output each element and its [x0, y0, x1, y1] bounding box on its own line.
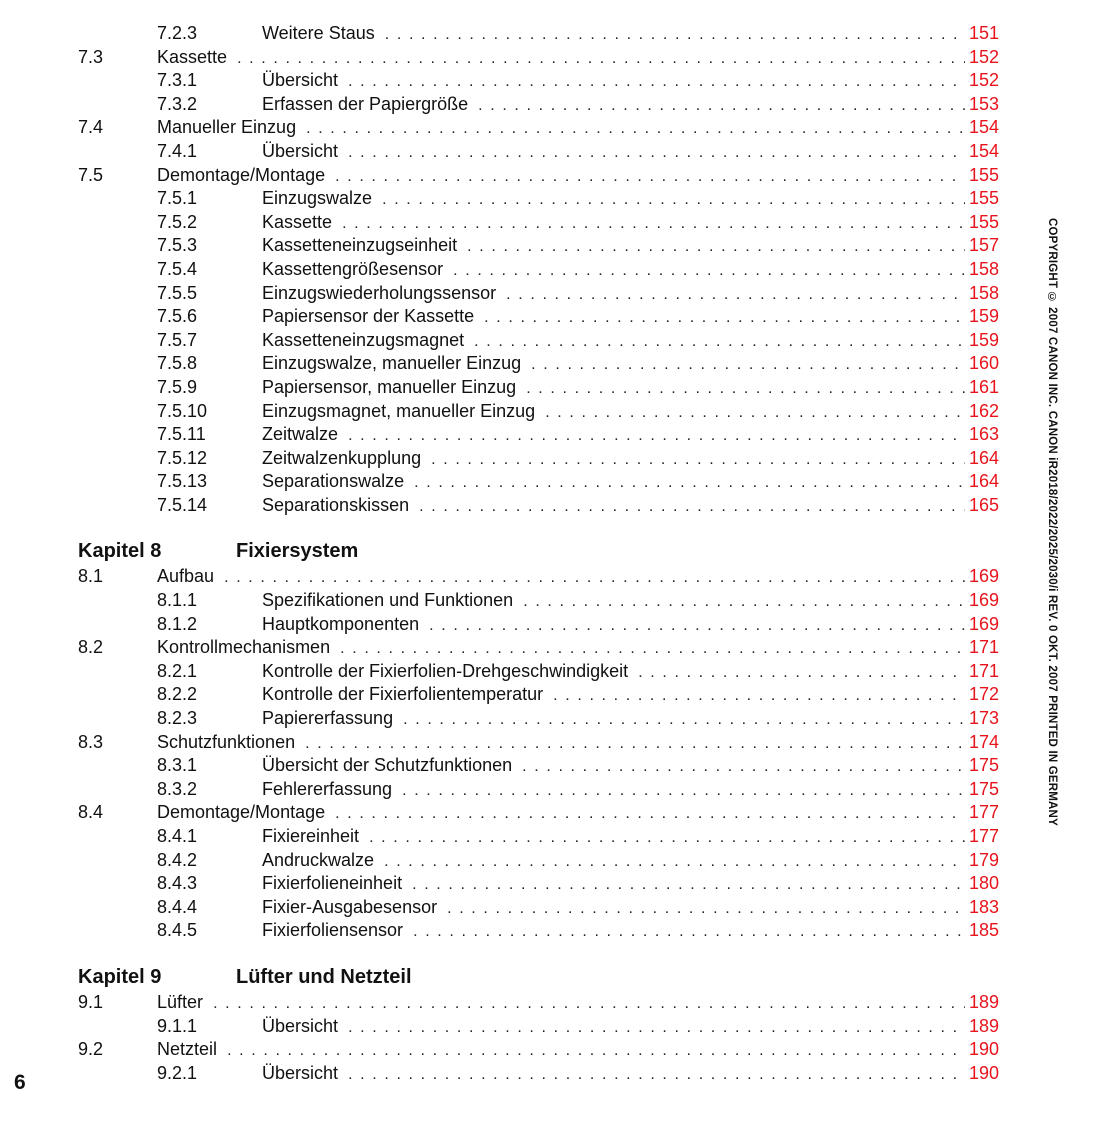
toc-entry[interactable] [0, 589, 1105, 613]
toc-entry[interactable] [0, 400, 1105, 424]
toc-entry-page-link[interactable]: 159 [965, 329, 999, 353]
toc-entry-title: Übersicht [262, 1063, 342, 1083]
toc-entry[interactable] [0, 305, 1105, 329]
toc-entry-page-link[interactable]: 169 [965, 613, 999, 637]
toc-entry-title: Übersicht [262, 70, 342, 90]
toc-entry-leader [262, 1015, 999, 1040]
toc-entry-page-link[interactable]: 155 [965, 187, 999, 211]
toc-entry-number: 8.4.2 [157, 849, 198, 870]
toc-entry-page-link[interactable]: 157 [965, 234, 999, 258]
toc-entry-title: Kassette [262, 212, 336, 232]
toc-entry-number: 8.1.2 [157, 613, 198, 634]
toc-entry-leader [262, 234, 999, 259]
toc-entry-title: Einzugswalze [262, 188, 376, 208]
toc-entry-title: Fixier-Ausgabesensor [262, 897, 441, 917]
toc-entry-leader [262, 258, 999, 283]
toc-entry-leader [262, 140, 999, 165]
toc-entry[interactable] [0, 329, 1105, 353]
toc-entry-leader [262, 919, 999, 944]
toc-entry-leader [262, 282, 999, 307]
toc-entry-number: 8.4 [78, 802, 104, 823]
toc-entry[interactable] [0, 46, 1105, 70]
toc-entry-page-link[interactable]: 171 [965, 660, 999, 684]
toc-entry-title: Andruckwalze [262, 850, 378, 870]
table-of-contents [0, 22, 1105, 1085]
toc-entry-page-link[interactable]: 179 [965, 849, 999, 873]
toc-entry-title: Kassette [157, 47, 231, 67]
toc-entry-leader [157, 1038, 999, 1063]
page-number: 6 [14, 1071, 26, 1094]
toc-entry-number: 8.3 [78, 731, 104, 752]
toc-entry-page-link[interactable]: 177 [965, 801, 999, 825]
toc-entry-leader [262, 660, 999, 685]
toc-entry-leader [262, 400, 999, 425]
toc-entry-number: 7.3.2 [157, 93, 198, 114]
toc-entry-title: Separationskissen [262, 495, 413, 515]
toc-entry[interactable] [0, 896, 1105, 920]
toc-entry[interactable] [0, 1015, 1105, 1039]
toc-entry[interactable] [0, 352, 1105, 376]
toc-entry[interactable] [0, 778, 1105, 802]
toc-entry-page-link[interactable]: 158 [965, 282, 999, 306]
toc-entry-leader [262, 1062, 999, 1087]
toc-entry[interactable] [0, 919, 1105, 943]
toc-entry[interactable] [0, 754, 1105, 778]
toc-entry-number: 7.5.1 [157, 188, 198, 209]
toc-entry-page-link[interactable]: 169 [965, 565, 999, 589]
toc-entry-leader [262, 211, 999, 236]
toc-entry[interactable] [0, 116, 1105, 140]
toc-entry-page-link[interactable]: 155 [965, 211, 999, 235]
toc-entry-leader [157, 801, 999, 826]
toc-entry-page-link[interactable]: 185 [965, 919, 999, 943]
toc-entry[interactable] [0, 636, 1105, 660]
toc-entry-leader [262, 423, 999, 448]
toc-entry-number: 7.5.11 [157, 424, 206, 445]
toc-entry-title: Einzugswalze, manueller Einzug [262, 353, 525, 373]
toc-entry[interactable] [0, 470, 1105, 494]
toc-entry-page-link[interactable]: 164 [965, 447, 999, 471]
toc-entry-title: Zeitwalze [262, 424, 342, 444]
toc-entry-number: 7.5.10 [157, 400, 208, 421]
toc-entry-number: 8.2 [78, 637, 104, 658]
toc-entry-number: 7.5.13 [157, 471, 208, 492]
toc-entry[interactable] [0, 849, 1105, 873]
toc-entry-title: Fixiereinheit [262, 826, 363, 846]
toc-entry[interactable] [0, 1038, 1105, 1062]
toc-entry-page-link[interactable]: 172 [965, 683, 999, 707]
toc-entry-number: 8.1.1 [157, 590, 198, 611]
toc-entry-number: 7.5.8 [157, 353, 198, 374]
toc-entry-leader [262, 613, 999, 638]
toc-entry[interactable] [0, 707, 1105, 731]
toc-entry-title: Papiersensor der Kassette [262, 306, 478, 326]
toc-entry[interactable] [0, 613, 1105, 637]
toc-entry[interactable] [0, 825, 1105, 849]
toc-entry-number: 7.5.2 [157, 211, 198, 232]
toc-entry-page-link[interactable]: 155 [965, 164, 999, 188]
toc-entry-title: Aufbau [157, 566, 218, 586]
toc-entry-number: 8.4.5 [157, 920, 198, 941]
toc-entry-title: Einzugsmagnet, manueller Einzug [262, 401, 539, 421]
toc-entry-title: Kassetteneinzugseinheit [262, 235, 461, 255]
toc-entry[interactable] [0, 660, 1105, 684]
toc-entry-page-link[interactable]: 160 [965, 352, 999, 376]
toc-entry-title: Demontage/Montage [157, 802, 329, 822]
toc-entry[interactable] [0, 258, 1105, 282]
toc-entry-title: Fixierfolieneinheit [262, 873, 406, 893]
toc-entry-number: 7.5.9 [157, 376, 198, 397]
toc-entry-number: 7.5.4 [157, 258, 198, 279]
toc-entry-number: 8.3.1 [157, 755, 198, 776]
toc-entry-leader [262, 825, 999, 850]
toc-entry[interactable] [0, 872, 1105, 896]
toc-entry[interactable] [0, 164, 1105, 188]
toc-entry-number: 7.4.1 [157, 140, 198, 161]
chapter-title: Lüfter und Netzteil [236, 965, 412, 988]
toc-entry-page-link[interactable]: 190 [965, 1038, 999, 1062]
toc-entry-leader [262, 589, 999, 614]
toc-entry-title: Kassettengrößesensor [262, 259, 447, 279]
toc-entry-page-link[interactable]: 163 [965, 423, 999, 447]
toc-entry-title: Zeitwalzenkupplung [262, 448, 425, 468]
toc-entry-number: 7.4 [78, 117, 104, 138]
toc-entry[interactable] [0, 565, 1105, 589]
toc-entry-page-link[interactable]: 152 [965, 46, 999, 70]
toc-entry-leader [157, 164, 999, 189]
toc-entry-number: 7.5 [78, 164, 104, 185]
toc-entry-page-link[interactable]: 162 [965, 400, 999, 424]
toc-entry-page-link[interactable]: 177 [965, 825, 999, 849]
toc-entry-page-link[interactable]: 165 [965, 494, 999, 518]
toc-entry-page-link[interactable]: 183 [965, 896, 999, 920]
toc-entry-leader [262, 754, 999, 779]
toc-entry[interactable] [0, 683, 1105, 707]
toc-entry-title: Kontrolle der Fixierfolien-Drehgeschwindigkeit [262, 661, 632, 681]
toc-entry-number: 7.3 [78, 46, 104, 67]
chapter-heading [0, 531, 1105, 565]
toc-entry-title: Schutzfunktionen [157, 732, 299, 752]
toc-entry-page-link[interactable]: 180 [965, 872, 999, 896]
toc-entry-number: 8.1 [78, 566, 104, 587]
toc-entry-leader [262, 376, 999, 401]
toc-entry-leader [157, 46, 999, 71]
toc-entry-leader [157, 565, 999, 590]
toc-entry-leader [157, 636, 999, 661]
toc-entry-title: Fehlererfassung [262, 779, 396, 799]
toc-entry-title: Übersicht [262, 1016, 342, 1036]
toc-entry-leader [262, 494, 999, 519]
toc-entry-title: Kassetteneinzugsmagnet [262, 330, 468, 350]
toc-entry-page-link[interactable]: 159 [965, 305, 999, 329]
chapter-label: Kapitel 8 [78, 540, 162, 563]
toc-entry-number: 7.5.14 [157, 494, 208, 515]
toc-entry-leader [262, 778, 999, 803]
toc-entry-number: 8.2.2 [157, 684, 198, 705]
chapter-title: Fixiersystem [236, 540, 359, 563]
toc-entry-page-link[interactable]: 169 [965, 589, 999, 613]
toc-entry-leader [157, 116, 999, 141]
toc-entry[interactable] [0, 376, 1105, 400]
toc-entry-page-link[interactable]: 164 [965, 470, 999, 494]
toc-entry-page-link[interactable]: 153 [965, 93, 999, 117]
toc-entry-title: Spezifikationen und Funktionen [262, 590, 517, 610]
toc-entry[interactable] [0, 801, 1105, 825]
toc-entry-page-link[interactable]: 152 [965, 69, 999, 93]
toc-entry-title: Papiererfassung [262, 708, 397, 728]
toc-entry-title: Fixierfoliensensor [262, 920, 407, 940]
toc-entry-title: Hauptkomponenten [262, 614, 423, 634]
toc-entry-number: 7.3.1 [157, 70, 198, 91]
toc-entry-leader [262, 69, 999, 94]
toc-entry[interactable] [0, 423, 1105, 447]
toc-entry-title: Demontage/Montage [157, 165, 329, 185]
toc-entry-number: 8.4.4 [157, 896, 198, 917]
toc-entry-title: Weitere Staus [262, 23, 379, 43]
toc-entry-title: Netzteil [157, 1039, 221, 1059]
toc-entry-leader [262, 187, 999, 212]
toc-entry[interactable] [0, 187, 1105, 211]
toc-entry-number: 7.5.6 [157, 306, 198, 327]
toc-entry-title: Kontrolle der Fixierfolientemperatur [262, 684, 547, 704]
toc-entry-page-link[interactable]: 151 [965, 22, 999, 46]
toc-entry-leader [262, 329, 999, 354]
toc-entry-leader [262, 683, 999, 708]
toc-entry-number: 9.2 [78, 1039, 104, 1060]
toc-entry[interactable] [0, 282, 1105, 306]
toc-entry-title: Übersicht [262, 141, 342, 161]
toc-entry-leader [262, 896, 999, 921]
toc-entry-title: Papiersensor, manueller Einzug [262, 377, 520, 397]
toc-entry-page-link[interactable]: 189 [965, 1015, 999, 1039]
toc-entry-title: Erfassen der Papiergröße [262, 94, 472, 114]
toc-entry-page-link[interactable]: 174 [965, 731, 999, 755]
toc-entry-page-link[interactable]: 171 [965, 636, 999, 660]
toc-entry[interactable] [0, 447, 1105, 471]
toc-entry-number: 7.5.5 [157, 282, 198, 303]
toc-entry-leader [262, 22, 999, 47]
toc-entry[interactable] [0, 69, 1105, 93]
toc-entry[interactable] [0, 211, 1105, 235]
toc-entry[interactable] [0, 731, 1105, 755]
toc-entry-leader [157, 731, 999, 756]
toc-entry-number: 7.5.12 [157, 447, 208, 468]
toc-entry[interactable] [0, 991, 1105, 1015]
toc-entry[interactable] [0, 140, 1105, 164]
toc-entry-leader [262, 93, 999, 118]
toc-entry-page-link[interactable]: 154 [965, 116, 999, 140]
toc-entry-number: 8.4.1 [157, 826, 198, 846]
toc-entry[interactable] [0, 1062, 1105, 1086]
toc-entry-page-link[interactable]: 190 [965, 1062, 999, 1086]
toc-entry[interactable] [0, 22, 1105, 46]
toc-entry-page-link[interactable]: 173 [965, 707, 999, 731]
toc-entry-page-link[interactable]: 154 [965, 140, 999, 164]
toc-entry-page-link[interactable]: 175 [965, 778, 999, 802]
toc-entry-leader [157, 991, 999, 1016]
toc-entry-page-link[interactable]: 158 [965, 258, 999, 282]
toc-entry-number: 8.3.2 [157, 778, 198, 799]
toc-entry-leader [262, 872, 999, 897]
toc-entry-number: 9.1.1 [157, 1015, 198, 1036]
toc-entry-leader [262, 305, 999, 330]
toc-entry[interactable] [0, 494, 1105, 518]
copyright-notice: COPYRIGHT © 2007 CANON INC. CANON iR2018/2022/2025/2030/i REV. 0 OKT. 2007 PRINTED IN GERMANY [1046, 218, 1058, 826]
toc-entry-number: 8.2.3 [157, 708, 198, 729]
toc-entry-leader [262, 849, 999, 874]
toc-entry-page-link[interactable]: 161 [965, 376, 999, 400]
toc-entry-title: Einzugswiederholungssensor [262, 283, 500, 303]
toc-entry-title: Kontrollmechanismen [157, 637, 334, 657]
toc-entry-leader [262, 447, 999, 472]
toc-entry-number: 9.1 [78, 991, 104, 1012]
toc-entry[interactable] [0, 93, 1105, 117]
toc-entry-title: Manueller Einzug [157, 117, 300, 137]
toc-entry-number: 7.5.3 [157, 235, 198, 256]
toc-entry-number: 8.2.1 [157, 660, 198, 681]
toc-entry-title: Übersicht der Schutzfunktionen [262, 755, 516, 775]
toc-entry-leader [262, 470, 999, 495]
toc-entry-title: Separationswalze [262, 471, 408, 491]
toc-entry-number: 7.2.3 [157, 23, 198, 43]
toc-entry-title: Lüfter [157, 992, 207, 1012]
toc-entry[interactable] [0, 234, 1105, 258]
toc-entry-leader [262, 707, 999, 732]
toc-entry-page-link[interactable]: 189 [965, 991, 999, 1015]
chapter-label: Kapitel 9 [78, 965, 162, 988]
toc-entry-leader [262, 352, 999, 377]
chapter-heading [0, 957, 1105, 991]
toc-entry-page-link[interactable]: 175 [965, 754, 999, 778]
toc-entry-number: 8.4.3 [157, 873, 198, 894]
toc-entry-number: 7.5.7 [157, 329, 198, 350]
toc-entry-number: 9.2.1 [157, 1062, 198, 1083]
